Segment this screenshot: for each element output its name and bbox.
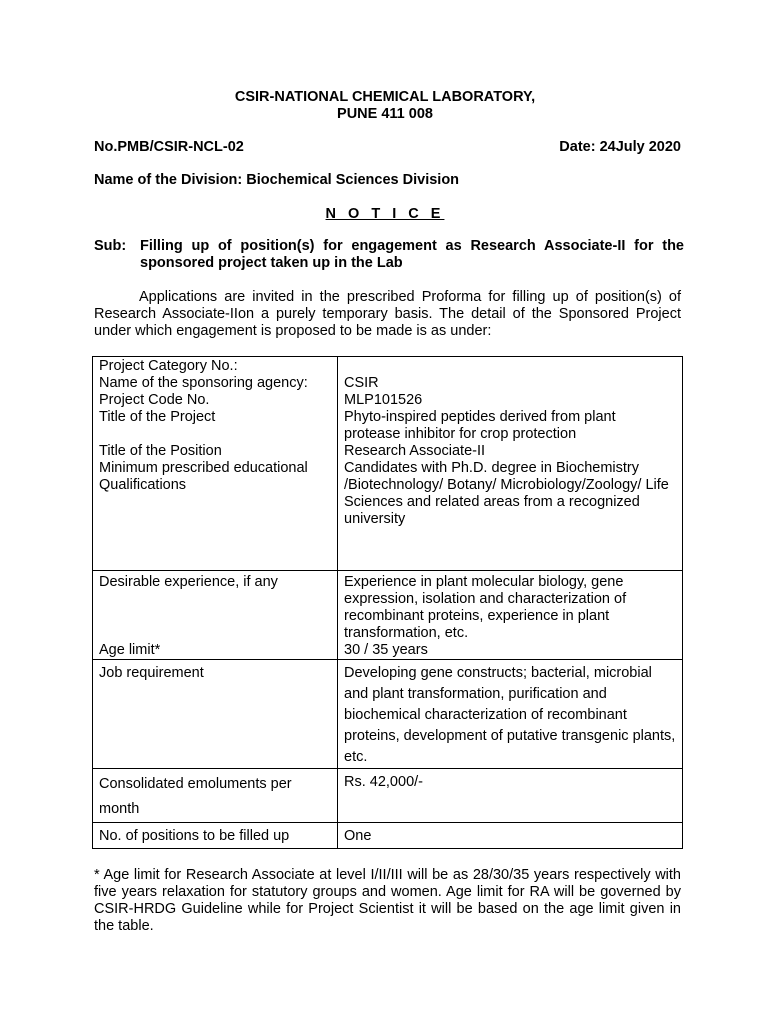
table-row [93,571,683,660]
label-positions: No. of positions to be filled up [93,823,338,849]
value-position: Research Associate-II [344,443,486,459]
label-category: Project Category No.: [99,358,238,374]
table-value-cell [338,357,683,571]
label-age: Age limit* [99,642,161,658]
value-experience: Experience in plant molecular biology, gene expression, isolation and characterization of recombinant proteins, experience in plant transformation, etc. [344,574,627,641]
intro-paragraph: Applications are invited in the prescribed Proforma for filling up of position(s) of Research Associate-IIon a purely temporary basis. The detail of the Sponsored Project under which engagement is proposed to be made is as under: [94,289,681,339]
division-name: Name of the Division: Biochemical Sciences Division [94,172,460,188]
value-age: 30 / 35 years [344,642,428,658]
table-row [93,660,683,769]
label-qualification: Minimum prescribed educational Qualifications [99,460,308,493]
subject-text: Filling up of position(s) for engagement as Research Associate-II for the sponsored project taken up in the Lab [140,238,684,271]
project-details-table [92,356,683,849]
table-row [93,823,683,849]
label-code: Project Code No. [99,392,210,408]
institution-address: PUNE 411 008 [337,106,433,122]
value-title: Phyto-inspired peptides derived from plant protease inhibitor for crop protection [344,409,616,442]
age-limit-footnote: * Age limit for Research Associate at level I/II/III will be as 28/30/35 years respectively with five years relaxation for statutory groups and women. Age limit for RA will be governed by CSIR-HRDG Guideline while for Project Scientist it will be based on the age limit given in the table. [94,867,681,934]
value-emoluments: Rs. 42,000/- [338,769,683,823]
label-experience: Desirable experience, if any [99,574,278,590]
value-positions: One [338,823,683,849]
label-position: Title of the Position [99,443,222,459]
notice-title: N O T I C E [325,206,445,222]
table-row [93,769,683,823]
table-row [93,357,683,571]
table-label-cell [93,571,338,660]
label-agency: Name of the sponsoring agency: [99,375,308,391]
institution-name: CSIR-NATIONAL CHEMICAL LABORATORY, [234,89,536,105]
notice-date: Date: 24July 2020 [559,139,681,155]
label-title: Title of the Project [99,409,216,425]
value-agency: CSIR [344,375,379,391]
value-code: MLP101526 [344,392,423,408]
reference-number: No.PMB/CSIR-NCL-02 [94,139,244,155]
label-emoluments: Consolidated emoluments per month [93,769,338,823]
subject-label: Sub: [94,238,127,254]
value-job: Developing gene constructs; bacterial, microbial and plant transformation, purification and biochemical characterization of recombinant proteins, development of putative transgenic plants, etc. [338,660,683,769]
table-value-cell [338,571,683,660]
value-qualification: Candidates with Ph.D. degree in Biochemistry /Biotechnology/ Botany/ Microbiology/Zoology/ Life Sciences and related areas from a recognized university [344,460,669,527]
label-job: Job requirement [93,660,338,769]
table-label-cell [93,357,338,571]
value-category [344,358,676,375]
